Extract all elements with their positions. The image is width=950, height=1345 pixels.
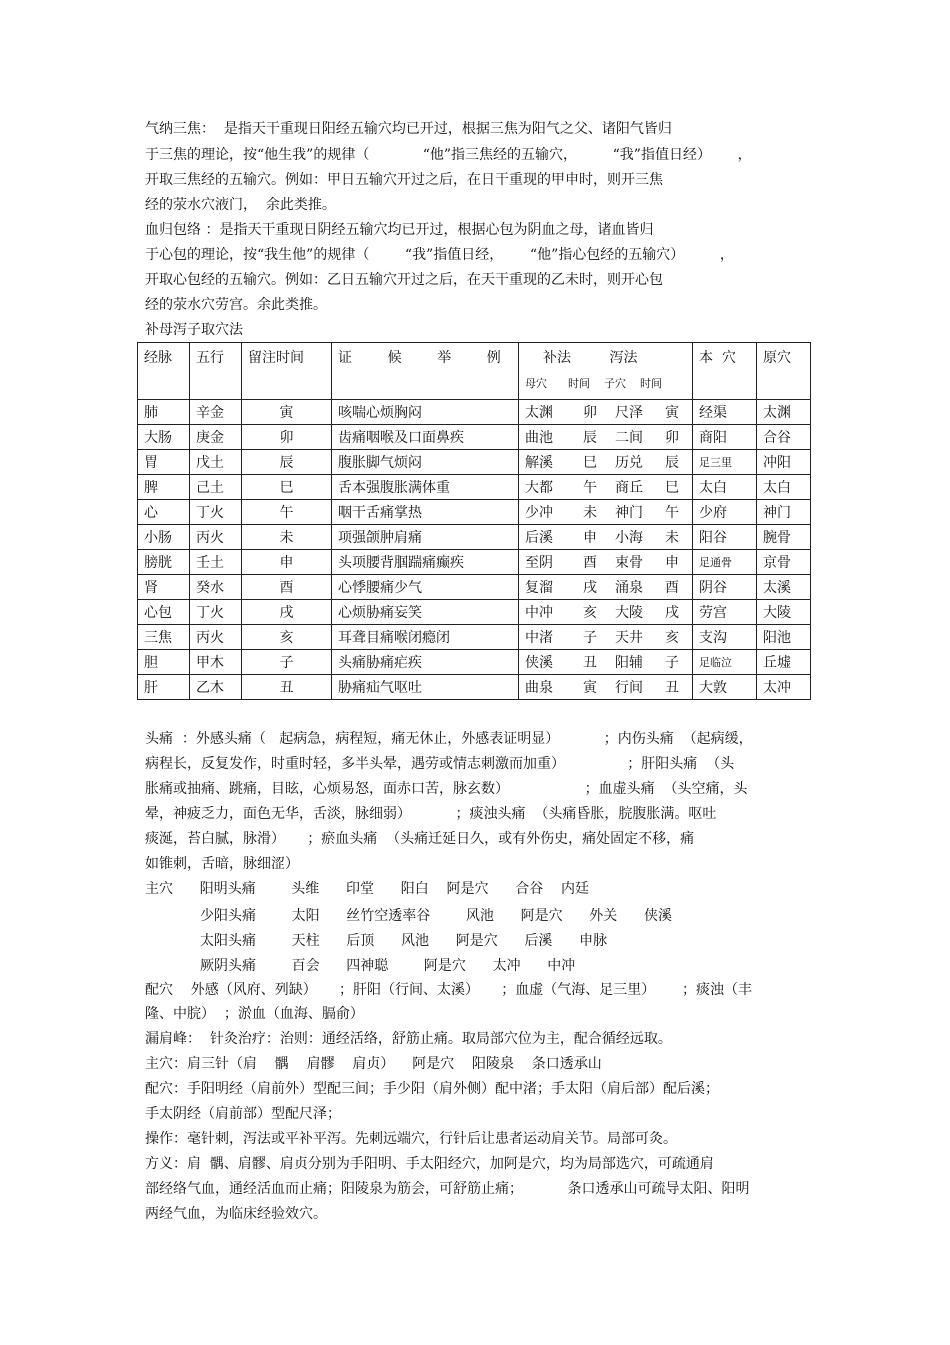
- cell-wuxing: 己土: [190, 475, 242, 500]
- cell-zt: 子: [665, 655, 679, 671]
- table-row: [138, 675, 811, 700]
- cell-liuzhu: 未: [242, 525, 332, 550]
- cell-jingmai: 膀胱: [138, 550, 190, 575]
- table-row: [138, 575, 811, 600]
- cell-zt: 午: [665, 505, 679, 521]
- table-row: [138, 475, 811, 500]
- cell-jingmai: 肾: [138, 575, 190, 600]
- cell-zhenghou: 耳聋目痛喉闭瘾闭: [332, 625, 519, 650]
- cell-zt: 未: [665, 530, 679, 546]
- cell-yuanxue: 冲阳: [757, 450, 811, 475]
- cell-mu: 后溪: [525, 530, 553, 546]
- cell-liuzhu: 寅: [242, 400, 332, 425]
- shoulder-line: 两经气血，为临床经验效穴。: [145, 1206, 327, 1222]
- cell-jingmai: 脾: [138, 475, 190, 500]
- cell-jingmai: 肝: [138, 675, 190, 700]
- cell-wuxing: 丁火: [190, 600, 242, 625]
- cell-zt: 亥: [665, 630, 679, 646]
- cell-yuanxue: 阳池: [757, 625, 811, 650]
- cell-zi: 束骨: [615, 555, 643, 571]
- cell-zt: 寅: [665, 405, 679, 421]
- cell-benxue: 大敦: [693, 675, 757, 700]
- cell-mu: 曲池: [525, 430, 553, 446]
- cell-wuxing: 壬土: [190, 550, 242, 575]
- cell-wuxing: 乙木: [190, 675, 242, 700]
- cell-liuzhu: 辰: [242, 450, 332, 475]
- cell-mu: 大都: [525, 480, 553, 496]
- cell-mu: 解溪: [525, 455, 553, 471]
- cell-mt: 巳: [583, 455, 597, 471]
- cell-zt: 丑: [665, 680, 679, 696]
- table-row: [138, 625, 811, 650]
- cell-mt: 子: [583, 630, 597, 646]
- cell-zhenghou: 齿痛咽喉及口面鼻疾: [332, 425, 519, 450]
- header-zhenghou: 证 候 举 例: [332, 343, 519, 400]
- cell-jingmai: 肺: [138, 400, 190, 425]
- cell-mt: 寅: [583, 680, 597, 696]
- intro-line: 于心包的理论，按“我生他”的规律（ “我”指值日经， “他”指心包经的五输穴） ，: [145, 247, 734, 263]
- cell-mt: 申: [583, 530, 597, 546]
- cell-liuzhu: 戌: [242, 600, 332, 625]
- headache-line: 如锥刺，舌暗，脉细涩）: [145, 856, 299, 872]
- header-xie: 泻法: [609, 350, 638, 366]
- intro-line: 气纳三焦： 是指天干重现日阳经五输穴均已开过，根据三焦为阳气之父、诸阳气皆归: [145, 121, 672, 137]
- cell-jingmai: 心: [138, 500, 190, 525]
- cell-yuanxue: 太冲: [757, 675, 811, 700]
- cell-zt: 巳: [665, 480, 679, 496]
- cell-mu: 复溜: [525, 580, 553, 596]
- cell-jingmai: 心包: [138, 600, 190, 625]
- table-row: [138, 500, 811, 525]
- table-title: 补母泻子取穴法: [145, 322, 243, 338]
- headache-line: 晕，神疲乏力，面色无华，舌淡，脉细弱） ；痰浊头痛 （头痛昏胀，脘腹胀满。呕吐: [145, 806, 717, 822]
- table-row: [138, 450, 811, 475]
- header-bu: 补法: [543, 350, 571, 366]
- table-row: [138, 525, 811, 550]
- cell-wuxing: 戊土: [190, 450, 242, 475]
- cell-wuxing: 甲木: [190, 650, 242, 675]
- cell-mu: 曲泉: [525, 680, 553, 696]
- main-points-line: 主穴 阳明头痛 头维 印堂 阳白 阿是穴 合谷 内廷: [145, 881, 590, 897]
- cell-yuanxue: 太白: [757, 475, 811, 500]
- headache-line: 胀痛或抽痛、跳痛，目眩，心烦易怒，面赤口苦，脉玄数） ；血虚头痛 （头空痛，头: [145, 781, 748, 797]
- cell-wuxing: 丙火: [190, 625, 242, 650]
- cell-jingmai: 三焦: [138, 625, 190, 650]
- header-jingmai: 经脉: [138, 343, 190, 400]
- header-benxue: 本 穴: [693, 343, 757, 400]
- header-buxie: [519, 343, 693, 400]
- cell-buxie: [519, 575, 693, 600]
- cell-buxie: [519, 450, 693, 475]
- cell-buxie: [519, 475, 693, 500]
- cell-buxie: [519, 600, 693, 625]
- cell-mu: 至阴: [525, 555, 553, 571]
- header-liuzhu: 留注时间: [242, 343, 332, 400]
- header-yuanxue: 原穴: [757, 343, 811, 400]
- cell-zi: 商丘: [615, 480, 643, 496]
- shoulder-line: 部经络气血，通经活血而止痛；阳陵泉为筋会，可舒筋止痛； 条口透承山可疏导太阳、阳明: [145, 1181, 750, 1197]
- cell-zhenghou: 胁痛疝气呕吐: [332, 675, 519, 700]
- intro-line: 开取三焦经的五输穴。例如：甲日五输穴开过之后，在日干重现的甲申时，则开三焦: [145, 172, 663, 188]
- table-header-row: [138, 343, 811, 400]
- shoulder-line: 方义：肩 髃、肩髎、肩贞分别为手阳明、手太阳经穴，加阿是穴，均为局部选穴，可疏通肩: [145, 1156, 714, 1172]
- cell-zi: 阳辅: [615, 655, 643, 671]
- cell-benxue: 太白: [693, 475, 757, 500]
- cell-benxue: 劳宫: [693, 600, 757, 625]
- cell-jingmai: 胆: [138, 650, 190, 675]
- main-points-line: 少阳头痛 太阳 丝竹空透率谷 风池 阿是穴 外关 侠溪: [200, 908, 673, 924]
- cell-benxue: 商阳: [693, 425, 757, 450]
- cell-zhenghou: 咳喘心烦胸闷: [332, 400, 519, 425]
- cell-zhenghou: 心悸腰痛少气: [332, 575, 519, 600]
- cell-benxue: 阴谷: [693, 575, 757, 600]
- cell-liuzhu: 亥: [242, 625, 332, 650]
- cell-buxie: [519, 650, 693, 675]
- cell-zhenghou: 舌本强腹胀满体重: [332, 475, 519, 500]
- cell-zt: 酉: [665, 580, 679, 596]
- table-row: [138, 425, 811, 450]
- cell-zt: 申: [665, 555, 679, 571]
- cell-liuzhu: 子: [242, 650, 332, 675]
- cell-mt: 辰: [583, 430, 597, 446]
- cell-liuzhu: 午: [242, 500, 332, 525]
- cell-wuxing: 丁火: [190, 500, 242, 525]
- cell-zi: 涌泉: [615, 580, 643, 596]
- intro-line: 血归包络 ：是指天干重现日阴经五输穴均已开过，根据心包为阴血之母，诸血皆归: [145, 222, 654, 238]
- cell-yuanxue: 丘墟: [757, 650, 811, 675]
- cell-jingmai: 胃: [138, 450, 190, 475]
- cell-mt: 戌: [583, 580, 597, 596]
- cell-jingmai: 大肠: [138, 425, 190, 450]
- cell-liuzhu: 巳: [242, 475, 332, 500]
- headache-line: 痰涎，苔白腻，脉滑） ；瘀血头痛 （头痛迁延日久，或有外伤史，痛处固定不移，痛: [145, 831, 695, 847]
- header-sub: 母穴 时间 子穴 时间: [525, 377, 662, 390]
- cell-jingmai: 小肠: [138, 525, 190, 550]
- shoulder-line: 操作：毫针刺，泻法或平补平泻。先刺远端穴，行针后让患者运动肩关节。局部可灸。: [145, 1131, 677, 1147]
- cell-benxue: 经渠: [693, 400, 757, 425]
- cell-mt: 未: [583, 505, 597, 521]
- pei-points-line: 配穴 外感（风府、列缺） ；肝阳（行间、太溪） ；血虚（气海、足三里） ；痰浊（丰: [145, 982, 753, 998]
- cell-mu: 中渚: [525, 630, 553, 646]
- table-row: [138, 400, 811, 425]
- cell-mt: 酉: [583, 555, 597, 571]
- cell-buxie: [519, 425, 693, 450]
- cell-zi: 小海: [615, 530, 643, 546]
- cell-mu: 中冲: [525, 605, 553, 621]
- cell-wuxing: 癸水: [190, 575, 242, 600]
- cell-zi: 行间: [615, 680, 643, 696]
- cell-zhenghou: 心烦胁痛妄笑: [332, 600, 519, 625]
- cell-yuanxue: 神门: [757, 500, 811, 525]
- cell-benxue: 足通骨: [693, 550, 757, 575]
- acupoint-table: [137, 342, 811, 700]
- cell-benxue: 足临泣: [693, 650, 757, 675]
- cell-zi: 天井: [615, 630, 643, 646]
- header-wuxing: 五行: [190, 343, 242, 400]
- cell-buxie: [519, 625, 693, 650]
- cell-zi: 尺泽: [615, 405, 643, 421]
- cell-zi: 历兑: [615, 455, 643, 471]
- table-body: [138, 400, 811, 700]
- cell-benxue: 支沟: [693, 625, 757, 650]
- main-points-line: 厥阴头痛 百会 四神聪 阿是穴 太冲 中冲: [200, 958, 576, 974]
- cell-zhenghou: 头项腰背腘踹痛癫疾: [332, 550, 519, 575]
- cell-zhenghou: 咽干舌痛掌热: [332, 500, 519, 525]
- cell-zt: 卯: [665, 430, 679, 446]
- cell-zhenghou: 腹胀脚气烦闷: [332, 450, 519, 475]
- cell-liuzhu: 酉: [242, 575, 332, 600]
- cell-zi: 神门: [615, 505, 643, 521]
- cell-wuxing: 庚金: [190, 425, 242, 450]
- intro-line: 开取心包经的五输穴。例如：乙日五输穴开过之后，在天干重现的乙未时，则开心包: [145, 272, 663, 288]
- cell-yuanxue: 太渊: [757, 400, 811, 425]
- cell-mt: 丑: [583, 655, 597, 671]
- cell-yuanxue: 大陵: [757, 600, 811, 625]
- cell-yuanxue: 京骨: [757, 550, 811, 575]
- cell-buxie: [519, 500, 693, 525]
- cell-buxie: [519, 550, 693, 575]
- shoulder-line: 主穴：肩三针（肩 髃 肩髎 肩贞） 阿是穴 阳陵泉 条口透承山: [145, 1056, 602, 1072]
- cell-yuanxue: 腕骨: [757, 525, 811, 550]
- cell-benxue: 少府: [693, 500, 757, 525]
- cell-liuzhu: 申: [242, 550, 332, 575]
- table-row: [138, 550, 811, 575]
- cell-wuxing: 丙火: [190, 525, 242, 550]
- shoulder-line: 手太阴经（肩前部）型配尺泽；: [145, 1106, 341, 1122]
- cell-yuanxue: 合谷: [757, 425, 811, 450]
- headache-line: 病程长，反复发作，时重时轻，多半头晕，遇劳或情志刺激而加重） ；肝阳头痛 （头: [145, 756, 735, 772]
- cell-zhenghou: 项强颌肿肩痛: [332, 525, 519, 550]
- intro-line: 经的荥水穴劳宫。余此类推。: [145, 297, 327, 313]
- cell-wuxing: 辛金: [190, 400, 242, 425]
- cell-zhenghou: 头痛胁痛疟疾: [332, 650, 519, 675]
- cell-benxue: 足三里: [693, 450, 757, 475]
- intro-line: 经的荥水穴液门， 余此类推。: [145, 197, 336, 213]
- main-points-line: 太阳头痛 天柱 后顶 风池 阿是穴 后溪 申脉: [200, 933, 608, 949]
- cell-zi: 大陵: [615, 605, 643, 621]
- cell-mu: 少冲: [525, 505, 553, 521]
- cell-mu: 侠溪: [525, 655, 553, 671]
- cell-liuzhu: 卯: [242, 425, 332, 450]
- cell-buxie: [519, 525, 693, 550]
- cell-yuanxue: 太溪: [757, 575, 811, 600]
- cell-zi: 二间: [615, 430, 643, 446]
- intro-line: 于三焦的理论，按“他生我”的规律（ “他”指三焦经的五输穴， “我”指值日经） ，: [145, 147, 752, 163]
- cell-mu: 太渊: [525, 405, 553, 421]
- table-row: [138, 600, 811, 625]
- cell-mt: 午: [583, 480, 597, 496]
- table-row: [138, 650, 811, 675]
- cell-benxue: 阳谷: [693, 525, 757, 550]
- cell-liuzhu: 丑: [242, 675, 332, 700]
- cell-mt: 卯: [583, 405, 597, 421]
- pei-points-line: 隆、中脘） ；淤血（血海、膈俞）: [145, 1006, 364, 1022]
- shoulder-line: 漏肩峰： 针灸治疗：治则：通经活络，舒筋止痛。取局部穴位为主，配合循经远取。: [145, 1031, 672, 1047]
- cell-buxie: [519, 400, 693, 425]
- shoulder-line: 配穴：手阳明经（肩前外）型配三间；手少阳（肩外侧）配中渚；手太阳（肩后部）配后溪；: [145, 1081, 719, 1097]
- headache-line: 头痛 ：外感头痛（ 起病急，病程短，痛无休止，外感表证明显） ；内伤头痛 （起病缓，: [145, 731, 753, 747]
- cell-buxie: [519, 675, 693, 700]
- cell-zt: 戌: [665, 605, 679, 621]
- cell-zt: 辰: [665, 455, 679, 471]
- cell-mt: 亥: [583, 605, 597, 621]
